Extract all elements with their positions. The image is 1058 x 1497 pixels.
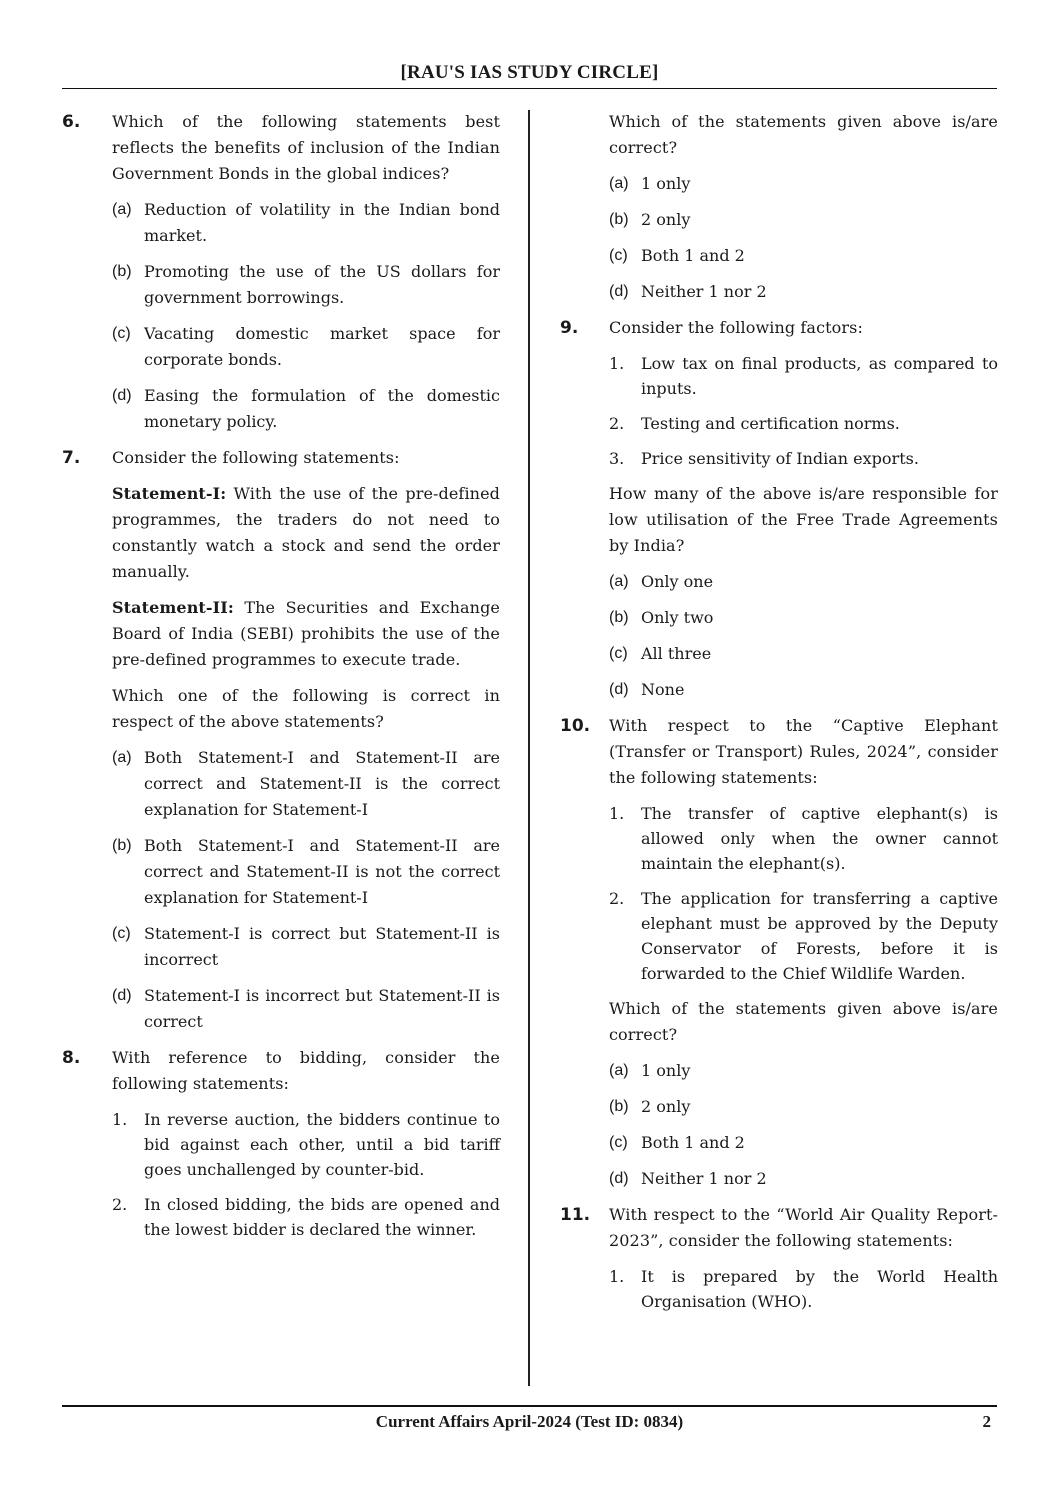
statement-item-1 — [609, 1264, 998, 1314]
option-d — [609, 1166, 998, 1192]
option-a — [609, 171, 998, 197]
option-label: (d) — [609, 283, 629, 300]
statement-item-2 — [112, 1192, 500, 1242]
question-stem: With respect to the “World Air Quality Report-2023”, consider the following statements: — [609, 1205, 998, 1250]
option-text: Both 1 and 2 — [641, 1133, 745, 1152]
option-label: (c) — [609, 1134, 628, 1151]
question-stem: Consider the following factors: — [609, 318, 863, 337]
option-label: (b) — [112, 837, 132, 854]
option-text: Easing the formulation of the domestic monetary policy. — [144, 386, 500, 431]
option-text: Statement-I is correct but Statement-II is incorrect — [144, 924, 500, 969]
item-text: Price sensitivity of Indian exports. — [641, 449, 919, 468]
question-11 — [560, 1202, 998, 1314]
option-label: (d) — [112, 387, 132, 404]
item-text: The application for transferring a captive elephant must be approved by the Deputy Conservator of Forests, before it is forwarded to the Chief Wildlife Warden. — [641, 889, 998, 983]
option-b — [112, 833, 500, 911]
option-text: 2 only — [641, 1097, 691, 1116]
option-label: (a) — [112, 201, 132, 218]
option-text: Only two — [641, 608, 714, 627]
header-title: [RAU'S IAS STUDY CIRCLE] — [400, 62, 659, 83]
item-label: 2. — [609, 889, 625, 908]
question-stem: Consider the following statements: — [112, 448, 400, 467]
item-label: 1. — [609, 804, 625, 823]
option-c — [609, 243, 998, 269]
statement-item-2 — [609, 886, 998, 986]
page-number: 2 — [982, 1412, 991, 1431]
question-prompt: How many of the above is/are responsible for low utilisation of the Free Trade Agreements by India? — [609, 484, 998, 555]
item-text: Low tax on final products, as compared to inputs. — [641, 354, 998, 398]
option-d — [112, 383, 500, 435]
statement-item-1 — [112, 1107, 500, 1182]
page-header — [62, 60, 997, 89]
statement-2-label: Statement-II: — [112, 598, 234, 617]
option-label: (c) — [112, 325, 131, 342]
option-a — [112, 745, 500, 823]
item-label: 1. — [609, 354, 625, 373]
option-label: (a) — [112, 749, 132, 766]
question-number: 10. — [560, 716, 591, 736]
item-text: Testing and certification norms. — [641, 414, 900, 433]
option-text: 1 only — [641, 1061, 691, 1080]
question-prompt: Which of the statements given above is/are correct? — [609, 999, 998, 1044]
option-label: (d) — [112, 987, 132, 1004]
option-d — [112, 983, 500, 1035]
option-c — [112, 921, 500, 973]
item-label: 2. — [112, 1195, 128, 1214]
question-stem: With reference to bidding, consider the following statements: — [112, 1048, 500, 1093]
statement-2-text: The Securities and Exchange Board of India (SEBI) prohibits the use of the pre-defined programmes to execute trade. — [112, 598, 500, 669]
right-column — [560, 109, 998, 1324]
option-text: Statement-I is incorrect but Statement-II is correct — [144, 986, 500, 1031]
option-d — [609, 279, 998, 305]
option-a — [112, 197, 500, 249]
statement-1-text: With the use of the pre-defined programmes, the traders do not need to constantly watch a stock and send the order manually. — [112, 484, 500, 581]
page-footer — [62, 1405, 997, 1437]
statement-2 — [112, 595, 500, 673]
option-label: (b) — [609, 609, 629, 626]
item-text: The transfer of captive elephant(s) is allowed only when the owner cannot maintain the elephant(s). — [641, 804, 998, 873]
question-7 — [62, 445, 500, 1035]
item-label: 1. — [609, 1267, 625, 1286]
question-number: 9. — [560, 318, 579, 338]
option-d — [609, 677, 998, 703]
option-text: Both Statement-I and Statement-II are correct and Statement-II is the correct explanation for Statement-I — [144, 748, 500, 819]
option-label: (a) — [609, 1062, 629, 1079]
option-b — [609, 207, 998, 233]
option-label: (d) — [609, 1170, 629, 1187]
question-9 — [560, 315, 998, 703]
item-text: In reverse auction, the bidders continue to bid against each other, until a bid tariff goes unchallenged by counter-bid. — [144, 1110, 500, 1179]
question-8-continued — [560, 109, 998, 305]
option-text: 2 only — [641, 210, 691, 229]
option-c — [609, 1130, 998, 1156]
question-number: 8. — [62, 1048, 81, 1068]
option-label: (c) — [112, 925, 131, 942]
option-label: (b) — [609, 1098, 629, 1115]
statement-item-1 — [609, 351, 998, 401]
question-6 — [62, 109, 500, 435]
statement-1-label: Statement-I: — [112, 484, 227, 503]
option-text: All three — [641, 644, 712, 663]
statement-1 — [112, 481, 500, 585]
option-text: Neither 1 nor 2 — [641, 1169, 767, 1188]
option-text: Only one — [641, 572, 714, 591]
option-c — [609, 641, 998, 667]
option-text: Neither 1 nor 2 — [641, 282, 767, 301]
column-divider — [528, 110, 530, 1386]
item-text: It is prepared by the World Health Organisation (WHO). — [641, 1267, 998, 1311]
option-a — [609, 569, 998, 595]
option-text: None — [641, 680, 685, 699]
statement-item-1 — [609, 801, 998, 876]
option-c — [112, 321, 500, 373]
item-label: 1. — [112, 1110, 128, 1129]
question-prompt: Which of the statements given above is/are correct? — [609, 112, 998, 157]
option-b — [112, 259, 500, 311]
question-number: 7. — [62, 448, 81, 468]
question-8 — [62, 1045, 500, 1242]
question-stem: Which of the following statements best reflects the benefits of inclusion of the Indian Government Bonds in the global indices? — [112, 112, 500, 183]
item-label: 3. — [609, 449, 625, 468]
option-label: (c) — [609, 247, 628, 264]
statement-item-3 — [609, 446, 998, 471]
option-label: (a) — [609, 175, 629, 192]
option-text: Both 1 and 2 — [641, 246, 745, 265]
option-text: 1 only — [641, 174, 691, 193]
option-b — [609, 605, 998, 631]
left-column — [62, 109, 500, 1252]
question-stem: With respect to the “Captive Elephant (Transfer or Transport) Rules, 2024”, consider the following statements: — [609, 716, 998, 787]
option-b — [609, 1094, 998, 1120]
option-label: (c) — [609, 645, 628, 662]
option-text: Vacating domestic market space for corporate bonds. — [144, 324, 500, 369]
question-number: 6. — [62, 112, 81, 132]
option-label: (d) — [609, 681, 629, 698]
statement-item-2 — [609, 411, 998, 436]
question-10 — [560, 713, 998, 1192]
footer-title: Current Affairs April-2024 (Test ID: 0834) — [375, 1412, 684, 1431]
option-label: (a) — [609, 573, 629, 590]
option-label: (b) — [609, 211, 629, 228]
question-number: 11. — [560, 1205, 591, 1225]
question-prompt: Which one of the following is correct in respect of the above statements? — [112, 686, 500, 731]
option-a — [609, 1058, 998, 1084]
option-text: Promoting the use of the US dollars for government borrowings. — [144, 262, 500, 307]
item-text: In closed bidding, the bids are opened and the lowest bidder is declared the winner. — [144, 1195, 500, 1239]
option-label: (b) — [112, 263, 132, 280]
option-text: Reduction of volatility in the Indian bond market. — [144, 200, 500, 245]
item-label: 2. — [609, 414, 625, 433]
option-text: Both Statement-I and Statement-II are correct and Statement-II is not the correct explanation for Statement-I — [144, 836, 500, 907]
